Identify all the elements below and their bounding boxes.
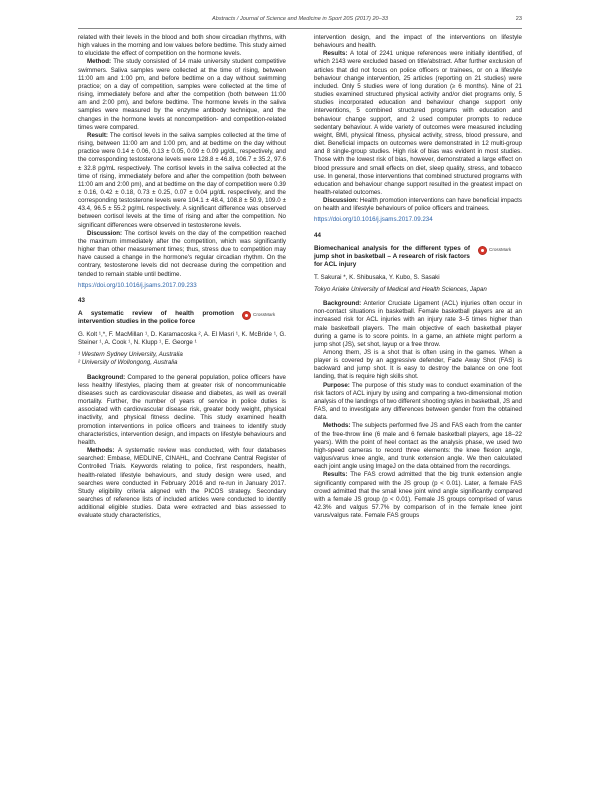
section-label: Results: bbox=[323, 471, 348, 479]
section-label: Result: bbox=[87, 131, 108, 139]
paragraph-text: A total of 2241 unique references were initially identified, of which 2143 were excluded based on title/abstract. After further exclusion of articles that did not focus on police officers or trainees, or on a lifestyle behaviour change intervention, 25 articles (reporting on 21 studies) were included. Only 5 studies were of long duration (≥ 6 months). Nine of 21 studies examined structured physical activity and/or diet programs only, 5 studies incorporated education and behaviour change support only interventions, 5 combined structured programs with education and behaviour change support, and 2 used computer prompts to reduce sedentary behaviour. A wide variety of outcomes were measured including weight, BMI, physical fitness, physical activity, stress, blood pressure, and diet. Beneficial impacts on outcomes were demonstrated in 12 multi-group and 8 single-group studies. High risk of bias was evident in most studies. Those with the lowest risk of bias, however, demonstrated a large effect on blood pressure and small effects on diet, sleep quality, stress, and tobacco use. In general, those interventions that combined structured programs with education and behaviour change support resulted in the greatest impact on health-related outcomes. bbox=[314, 50, 522, 196]
author-list: G. Kolt ¹,*, F. MacMillan ¹, D. Karamacoska ², A. El Masri ¹, K. McBride ¹, G. Steiner ¹, A. Cook ¹, N. Klupp ¹, E. George ¹ bbox=[78, 331, 286, 347]
crossmark-icon bbox=[478, 246, 487, 255]
crossmark-label: CrossMark bbox=[253, 312, 276, 318]
paragraph-text: Compared to the general population, police officers have less healthy lifestyles, placing them at greater risk of noncommunicable diseases such as cardiovascular disease and diabetes, as well as overall mortality. Further, the number of years of service in police duties is associated with cardiovascular disease risk, greater body weight, physical inactivity, and physical fitness decline. This study examined health promotion interventions in police officers and trainees to identify study characteristics, intervention design, and impacts on lifestyle behaviours and health. bbox=[78, 373, 286, 446]
paragraph-text: The study consisted of 14 male university student competitive swimmers. Saliva samples were collected at the time of rising, between 11:00 am and 1:00 pm, and before bedtime on a day without swimming practice; on a day of competition, samples were collected at the time of rising, immediately before and after the competition (both between 11:00 am and 2:00 pm), and before bedtime. The hormone levels in the saliva samples were measured by the enzyme antibody technique, and the changes in the hormone levels at noncompetition- and competition-related times were compared. bbox=[78, 58, 286, 131]
crossmark-badge[interactable] bbox=[242, 310, 286, 321]
section-label: Discussion: bbox=[87, 229, 123, 237]
header-divider bbox=[78, 28, 522, 29]
paragraph-text: The subjects performed five JS and FAS each from the canter of the free-throw line (6 male and 6 female basketball players, age 18–22 years). With the point of heel contact as the analysis phase, we used two high-speed cameras to record three elements: the knee flexion angle, valgus/varus knee angle, and trunk extension angle. We then calculated each joint angle using ImageJ on the data obtained from the recordings. bbox=[314, 422, 522, 471]
crossmark-badge[interactable] bbox=[478, 245, 522, 256]
abstract-number: 44 bbox=[314, 231, 321, 239]
affiliation: ² University of Wollongong, Australia bbox=[78, 359, 178, 367]
doi-link[interactable]: https://doi.org/10.1016/j.jsams.2017.09.234 bbox=[314, 216, 433, 224]
paragraph-text: The FAS crowd admitted that the big trunk extension angle significantly compared with the JS group (p < 0.01). Later, a female FAS crowd admitted that the small knee joint wind angle significantly compared with a female JS group (p < 0.01). Female JS groups comprised of varus 42.3% and valgus 57.7% by comparison of in the female knee joint varus/valgus rate. Female FAS groups bbox=[314, 471, 522, 520]
running-header bbox=[78, 16, 522, 28]
paragraph-text: The cortisol levels on the day of the competition reached the maximum immediately after the competition, which was significantly higher than other measurement times; thus, stress due to competition may have caused a change in the hormone's regular circadian rhythm. On the contrary, testosterone levels did not decrease during the competition and tended to remain stable until bedtime. bbox=[78, 229, 286, 278]
section-label: Discussion: bbox=[323, 197, 359, 205]
section-label: Method: bbox=[87, 58, 112, 66]
abstract-title-block bbox=[314, 245, 522, 269]
paragraph-background bbox=[314, 300, 522, 349]
section-label: Methods: bbox=[87, 447, 115, 455]
crossmark-label: CrossMark bbox=[489, 247, 512, 253]
paragraph-text: The cortisol levels in the saliva samples collected at the time of rising, between 11:00 am and 1:00 pm, and at bedtime on the day without practice were 0.14 ± 0.06, 0.13 ± 0.05, 0.09 ± 0.09 μg/dL, respectively, and the corresponding testosterone levels were 128.8 ± 46.8, 106.7 ± 35.2, 97.6 ± 32.8 pg/mL respectively. The cortisol levels in the saliva collected at the time of rising, immediately before and after the competition (both between 11:00 am and 2:00 pm), and at bedtime on the day of competition were 0.39 ± 0.16, 0.42 ± 0.18, 0.73 ± 0.25, 0.07 ± 0.04 μg/dL respectively, and the corresponding testosterone levels were 104.1 ± 48.4, 108.8 ± 50.9, 109.0 ± 43.4, 96.5 ± 55.2 pg/mL respectively. A significant difference was observed between cortisol levels at the time of rising and after the competition. No significant differences were observed in testosterone levels. bbox=[78, 131, 286, 229]
crossmark-icon bbox=[242, 311, 251, 320]
abstract-title: A systematic review of health promotion intervention studies in the police force bbox=[78, 310, 234, 325]
paragraph: related with their levels in the blood and both show circadian rhythms, with high values in the morning and low values before bedtime. This study aimed to elucidate the effect of competition on the hormone levels. bbox=[78, 34, 286, 58]
section-label: Background: bbox=[323, 300, 362, 308]
paragraph-result bbox=[78, 132, 286, 230]
section-label: Methods: bbox=[323, 422, 351, 430]
section-label: Results: bbox=[323, 50, 348, 58]
left-column bbox=[78, 34, 286, 520]
paragraph-purpose bbox=[314, 382, 522, 423]
right-column bbox=[314, 34, 522, 520]
paragraph-discussion bbox=[314, 197, 522, 213]
author-list: T. Sakurai *, K. Shibusaka, Y. Kubo, S. Sasaki bbox=[314, 273, 440, 281]
journal-citation: Abstracts / Journal of Science and Medicine in Sport 20S (2017) 20–33 bbox=[212, 16, 388, 22]
paragraph: Among them, JS is a shot that is often using in the games. When a player is covered by an aggressive defender, Fade Away Shot (FAS) is backward and jump shot. It is easy to destroy the balance on one foot landing, that is require high skills shot. bbox=[314, 349, 522, 381]
paragraph-text: Anterior Cruciate Ligament (ACL) injuries often occur in non-contact situations in basketball. Female basketball players are at an increased risk for ACL injuries with an injury rate 3–5 times higher than male basketball players. The main objective of each basketball player during a game is to score points. In a game, an athlete might perform a jump shot (JS), set shot, layup or a free throw. bbox=[314, 300, 522, 348]
paragraph-methods bbox=[314, 422, 522, 471]
paragraph-background bbox=[78, 374, 286, 447]
paragraph-methods bbox=[78, 447, 286, 520]
paragraph-text: Health promotion interventions can have beneficial impacts on health and lifestyle behaviours of police officers and trainees. bbox=[314, 197, 522, 213]
section-label: Purpose: bbox=[323, 381, 350, 389]
doi-link[interactable]: https://doi.org/10.1016/j.jsams.2017.09.233 bbox=[78, 281, 197, 289]
abstract-title: Biomechanical analysis for the different types of jump shot in basketball – A research of risk factors for ACL injury bbox=[314, 244, 470, 268]
paragraph-discussion bbox=[78, 230, 286, 279]
paragraph-results bbox=[314, 50, 522, 197]
paragraph-text: A systematic review was conducted, with four databases searched: Embase, MEDLINE, CINAHL, and Cochrane Central Register of Controlled Trials. Keywords relating to police, first responders, health, health-related lifestyle behaviours, and study design were used, and searches were conducted in February 2016 and re-run in January 2017. Study eligibility criteria aligned with the PICOS strategy. Secondary searches of reference lists of included articles were conducted to identify additional eligible studies. Data were extracted and bias assessed to evaluate study characteristics, bbox=[78, 447, 286, 520]
affiliation: Tokyo Ariake University of Medical and Health Sciences, Japan bbox=[314, 285, 487, 293]
paragraph-results bbox=[314, 471, 522, 520]
paragraph-text: The purpose of this study was to conduct examination of the risk factors of ACL injury by using and comparing a two-dimensional motion analysis of the landings of two different shooting styles in basketball, JS and FAS, and to investigate any differences between gender from the obtained data. bbox=[314, 381, 522, 422]
abstract-number: 43 bbox=[78, 296, 85, 304]
page-number: 23 bbox=[515, 16, 522, 22]
section-label: Background: bbox=[87, 373, 126, 381]
paragraph: intervention design, and the impact of the interventions on lifestyle behaviours and health. bbox=[314, 34, 522, 50]
affiliation: ¹ Western Sydney University, Australia bbox=[78, 351, 183, 359]
paragraph-method bbox=[78, 58, 286, 131]
abstract-title-block bbox=[78, 310, 286, 326]
